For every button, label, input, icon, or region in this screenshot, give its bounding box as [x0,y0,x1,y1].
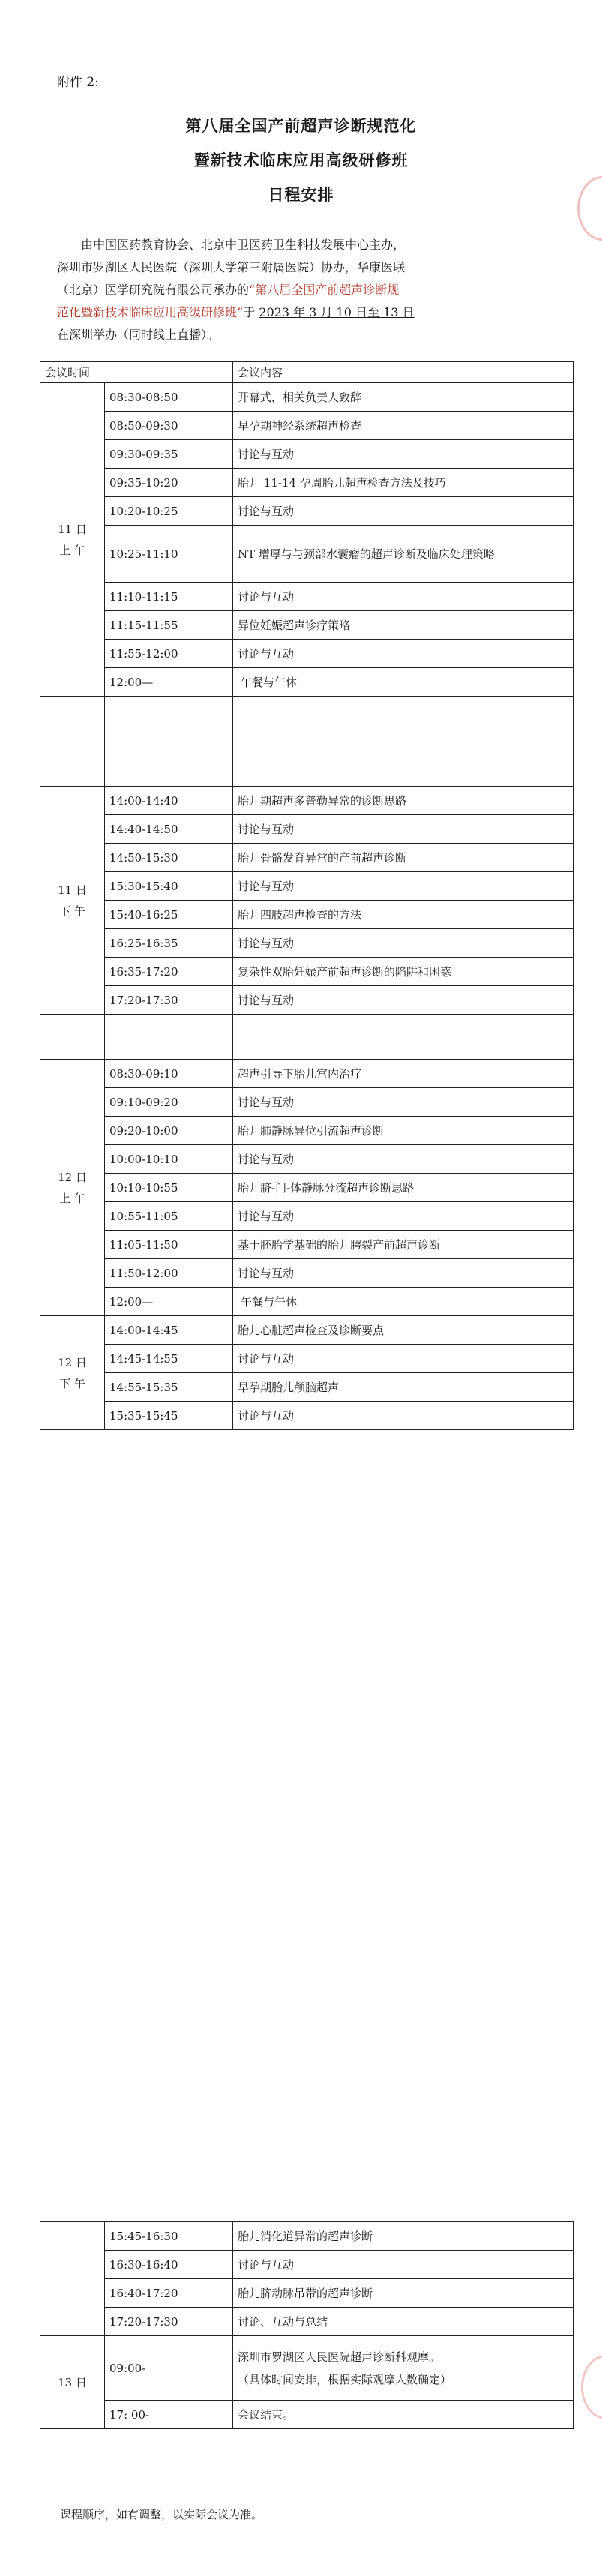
intro-line-4 [57,301,552,324]
time-cell: 14:55-15:35 [105,1373,233,1402]
table-row [40,611,574,640]
time-cell: 14:00-14:40 [105,787,233,815]
content-cell: 早孕期神经系统超声检查 [233,412,574,440]
table-row [40,1088,574,1117]
content-cell: 开幕式，相关负责人致辞 [233,383,574,412]
time-cell: 11:15-11:55 [105,611,233,640]
seal-stamp-fragment [581,2355,602,2419]
table-row [40,1259,574,1288]
session-period: 上 午 [59,1191,85,1205]
content-cell: 讨论与互动 [233,986,574,1015]
time-cell: 15:40-16:25 [105,901,233,929]
content-cell: 复杂性双胎妊娠产前超声诊断的陷阱和困惑 [233,958,574,986]
time-cell: 17:20-17:30 [105,986,233,1015]
table-row [40,583,574,611]
content-cell: 讨论与互动 [233,1402,574,1430]
content-cell [233,2336,574,2401]
session-day-cell [40,1316,105,1430]
table-row [40,2279,574,2308]
title-line-1: 第八届全国产前超声诊断规范化 [185,116,417,135]
time-cell: 14:45-14:55 [105,1345,233,1373]
content-cell: 讨论与互动 [233,440,574,469]
session-day-cell [40,787,105,1015]
time-cell: 15:30-15:40 [105,872,233,901]
content-cell: 讨论与互动 [233,929,574,958]
content-cell: 讨论与互动 [233,640,574,668]
time-cell: 11:05-11:50 [105,1231,233,1259]
session-day: 13 日 [58,2375,87,2389]
content-cell: 讨论与互动 [233,497,574,526]
content-cell: 胎儿心脏超声检查及诊断要点 [233,1316,574,1345]
time-cell: 09:30-09:35 [105,440,233,469]
title-line-3: 日程安排 [268,185,334,204]
content-cell: 讨论与互动 [233,815,574,844]
content-cell: 讨论与互动 [233,1259,574,1288]
session-day: 11 日 [58,522,87,536]
time-cell: 09:35-10:20 [105,469,233,497]
table-row [40,958,574,986]
time-cell: 10:10-10:55 [105,1174,233,1202]
header-time: 会议时间 [40,362,233,383]
table-row [40,986,574,1015]
time-cell: 16:35-17:20 [105,958,233,986]
table-row [40,787,574,815]
event-name: “第八届全国产前超声诊断规 [249,283,400,297]
footer-note: 课程顺序，如有调整，以实际会议为准。 [60,2508,263,2521]
content-cell: 胎儿脐动脉吊带的超声诊断 [233,2279,574,2308]
table-row [40,901,574,929]
session-period: 下 午 [59,1376,85,1390]
content-line: （具体时间安排，根据实际观摩人数确定） [238,2372,452,2386]
time-cell: 09:20-10:00 [105,1117,233,1145]
content-cell: 基于胚胎学基础的胎儿腭裂产前超声诊断 [233,1231,574,1259]
event-name-cont: 范化暨新技术临床应用高级研修班” [57,305,244,319]
table-row [40,1145,574,1174]
table-row [40,1174,574,1202]
intro-paragraph [57,234,552,346]
table-row [40,1117,574,1145]
table-row [40,1373,574,1402]
table-row [40,1345,574,1373]
session-day: 12 日 [58,1170,87,1184]
table-row [40,526,574,583]
table-row [40,2251,574,2279]
content-cell: 讨论与互动 [233,1088,574,1117]
content-cell: 讨论与互动 [233,583,574,611]
content-cell: 胎儿消化道异常的超声诊断 [233,2222,574,2251]
table-row [40,929,574,958]
content-cell: 胎儿骨骼发育异常的产前超声诊断 [233,844,574,872]
content-cell: 胎儿期超声多普勒异常的诊断思路 [233,787,574,815]
table-row [40,1202,574,1231]
time-cell: 10:20-10:25 [105,497,233,526]
intro-text: （北京）医学研究院有限公司承办的 [57,283,250,297]
content-cell: 胎儿脐-门-体静脉分流超声诊断思路 [233,1174,574,1202]
content-line: 深圳市罗湖区人民医院超声诊断科观摩。 [238,2350,441,2364]
table-header-row [40,362,574,383]
event-date: 2023 年 3 月 10 日至 13 日 [259,305,415,319]
time-cell: 10:00-10:10 [105,1145,233,1174]
content-cell: 早孕期胎儿颅脑超声 [233,1373,574,1402]
time-cell: 16:25-16:35 [105,929,233,958]
time-cell: 17:20-17:30 [105,2308,233,2336]
table-row [40,2222,574,2251]
attachment-label: 附件 2: [57,75,99,90]
table-row [40,469,574,497]
time-cell: 17: 00- [105,2401,233,2429]
time-cell: 11:10-11:15 [105,583,233,611]
time-cell: 11:55-12:00 [105,640,233,668]
header-content: 会议内容 [233,362,574,383]
content-cell: 午餐与午休 [233,1288,574,1316]
time-cell: 08:30-08:50 [105,383,233,412]
intro-line-3 [57,279,552,301]
table-row [40,1288,574,1316]
time-cell: 14:00-14:45 [105,1316,233,1345]
table-row [40,1060,574,1088]
time-cell: 16:30-16:40 [105,2251,233,2279]
session-period: 下 午 [59,904,85,918]
time-cell: 11:50-12:00 [105,1259,233,1288]
content-cell: 讨论与互动 [233,872,574,901]
time-cell: 08:50-09:30 [105,412,233,440]
time-cell: 12:00— [105,1288,233,1316]
schedule-table [40,361,574,1430]
time-cell: 12:00— [105,668,233,697]
table-row [40,1402,574,1430]
time-cell: 09:10-09:20 [105,1088,233,1117]
content-cell: 讨论与互动 [233,2251,574,2279]
intro-line-1: 由中国医药教育协会、北京中卫医药卫生科技发展中心主办， [81,238,406,252]
table-row [40,668,574,697]
table-gap-row [40,1015,574,1060]
table-row [40,1231,574,1259]
table-row [40,383,574,412]
table-row [40,2401,574,2429]
table-row [40,844,574,872]
time-cell: 10:55-11:05 [105,1202,233,1231]
content-cell: 胎儿四肢超声检查的方法 [233,901,574,929]
content-cell: 胎儿 11-14 孕周胎儿超声检查方法及技巧 [233,469,574,497]
intro-line-2: 深圳市罗湖区人民医院（深圳大学第三附属医院）协办，华康医联 [57,260,406,274]
content-cell: 异位妊娠超声诊疗策略 [233,611,574,640]
content-cell: 讨论与互动 [233,1345,574,1373]
content-cell: 胎儿肺静脉异位引流超声诊断 [233,1117,574,1145]
table-row [40,412,574,440]
content-cell: NT 增厚与与颈部水囊瘤的超声诊断及临床处理策略 [233,526,574,583]
intro-line-5: 在深圳举办（同时线上直播）。 [57,328,220,342]
time-cell: 16:40-17:20 [105,2279,233,2308]
time-cell: 09:00- [105,2336,233,2401]
session-day-cell [40,1060,105,1316]
session-day: 12 日 [58,1355,87,1369]
table-row [40,2308,574,2336]
session-day-cell [40,2336,105,2429]
intro-text: 于 [243,305,256,319]
time-cell: 08:30-09:10 [105,1060,233,1088]
table-gap-row [40,697,574,787]
table-row [40,1316,574,1345]
time-cell: 15:45-16:30 [105,2222,233,2251]
table-row [40,872,574,901]
session-period: 上 午 [59,543,85,557]
time-cell: 14:40-14:50 [105,815,233,844]
content-cell: 讨论与互动 [233,1202,574,1231]
table-row [40,497,574,526]
content-cell: 讨论、互动与总结 [233,2308,574,2336]
table-row [40,440,574,469]
content-cell: 超声引导下胎儿宫内治疗 [233,1060,574,1088]
table-row [40,2336,574,2401]
session-day: 11 日 [58,883,87,897]
time-cell: 15:35-15:45 [105,1402,233,1430]
time-cell: 10:25-11:10 [105,526,233,583]
continued-day-cell [40,2222,105,2336]
content-cell: 讨论与互动 [233,1145,574,1174]
time-cell: 14:50-15:30 [105,844,233,872]
content-cell: 午餐与午休 [233,668,574,697]
title-line-2: 暨新技术临床应用高级研修班 [193,151,409,169]
content-cell: 会议结束。 [233,2401,574,2429]
schedule-table-continued [40,2221,574,2429]
table-row [40,815,574,844]
table-row [40,640,574,668]
session-day-cell [40,383,105,697]
